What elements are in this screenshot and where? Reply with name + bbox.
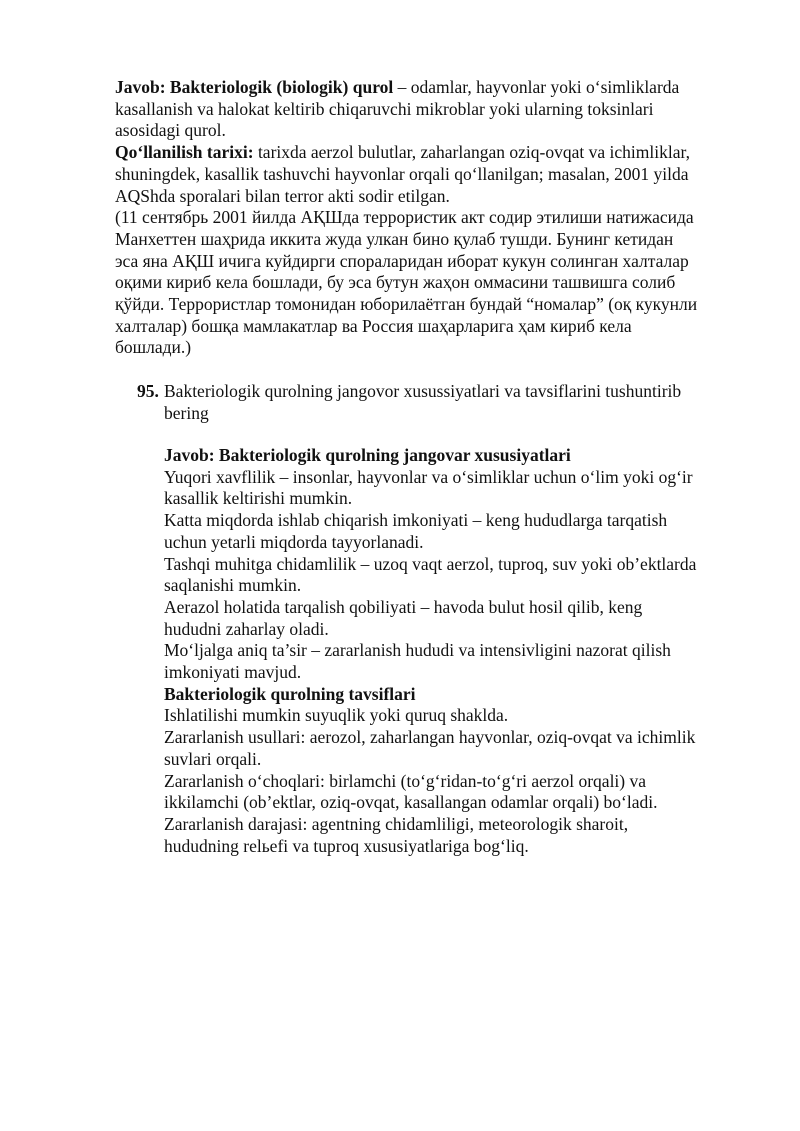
answer-line: Zararlanish usullari: aerozol, zaharlangan hayvonlar, oziq-ovqat va ichimlik [164, 727, 696, 748]
paragraph-line: халталар) бошқа мамлакатлар ва Россия шаҳарларига ҳам кириб кела [115, 315, 632, 336]
answer-block-95 [164, 445, 764, 857]
paragraph-line [115, 77, 755, 99]
answer-line: Ishlatilishi mumkin suyuqlik yoki quruq shaklda. [164, 705, 509, 726]
question-line: Bakteriologik qurolning jangovor xusussiyatlari va tavsiflarini tushuntirib [164, 381, 682, 401]
question-number: 95. [137, 381, 159, 401]
paragraph-line: shuningdek, kasallik tashuvchi hayvonlar orqali qo‘llanilgan; masalan, 2001 yilda [115, 163, 689, 184]
answer-line: Mo‘ljalga aniq ta’sir – zararlanish hududi va intensivligini nazorat qilish [164, 640, 671, 661]
history-text: tarixda aerzol bulutlar, zaharlangan oziq-ovqat va ichimliklar, [253, 142, 690, 163]
definition-text: – odamlar, hayvonlar yoki o‘simliklarda [393, 77, 680, 97]
answer-heading: Javob: Bakteriologik qurolning jangovar xususiyatlari [164, 445, 571, 465]
answer-line: Aerazol holatida tarqalish qobiliyati – havoda bulut hosil qilib, keng [164, 596, 643, 617]
answer-line: ikkilamchi (ob’ektlar, oziq-ovqat, kasallangan odamlar orqali) bo‘ladi. [164, 792, 658, 813]
characteristics-heading: Bakteriologik qurolning tavsiflari [164, 683, 416, 704]
answer-line: Tashqi muhitga chidamlilik – uzoq vaqt aerzol, tuproq, suv yoki ob’ektlarda [164, 553, 697, 574]
paragraph-line: asosidagi qurol. [115, 120, 226, 141]
answer-line: imkoniyati mavjud. [164, 662, 302, 683]
paragraph-line: Манхеттен шаҳрида иккита жуда улкан бино қулаб тушди. Бунинг кетидан [115, 228, 674, 249]
answer-line: suvlari orqali. [164, 748, 262, 769]
answer-line: saqlanishi mumkin. [164, 575, 302, 596]
answer-block-94 [115, 77, 755, 359]
answer-line: hududning relьefi va tuproq xususiyatlariga bog‘liq. [164, 835, 529, 856]
answer-line: Zararlanish o‘choqlari: birlamchi (to‘g‘ridan-to‘g‘ri aerzol orqali) va [164, 770, 647, 791]
paragraph-line [115, 142, 755, 164]
paragraph-line: AQShda sporalari bilan terror akti sodir etilgan. [115, 185, 450, 206]
answer-label: Javob: Bakteriologik (biologik) qurol [115, 77, 394, 97]
answer-line: Yuqori xavflilik – insonlar, hayvonlar va o‘simliklar uchun o‘lim yoki og‘ir [164, 466, 693, 487]
answer-line: hududni zaharlay oladi. [164, 618, 329, 639]
answer-line: Katta miqdorda ishlab chiqarish imkoniyati – keng hududlarga tarqatish [164, 510, 668, 531]
answer-line: uchun yetarli miqdorda tayyorlanadi. [164, 531, 424, 552]
paragraph-line: қўйди. Террористлар томонидан юборилаётган бундай “номалар” (оқ кукунли [115, 294, 698, 315]
history-label: Qo‘llanilish tarixi: [115, 142, 254, 163]
paragraph-line: бошлади.) [115, 337, 192, 358]
paragraph-line: оқими кириб кела бошлади, бу эса бутун жаҳон оммасини ташвишга солиб [115, 272, 676, 293]
paragraph-line: эса яна АҚШ ичига куйдирги спораларидан иборат кукун солинган халталар [115, 250, 689, 271]
question-text [164, 381, 764, 424]
answer-line: Zararlanish darajasi: agentning chidamliligi, meteorologik sharoit, [164, 813, 629, 834]
paragraph-line: (11 сентябрь 2001 йилда АҚШда террористик акт содир этилиши натижасида [115, 207, 694, 228]
question-line: bering [164, 402, 209, 423]
answer-line: kasallik keltirishi mumkin. [164, 488, 353, 509]
paragraph-line: kasallanish va halokat keltirib chiqaruvchi mikroblar yoki ularning toksinlari [115, 98, 654, 119]
